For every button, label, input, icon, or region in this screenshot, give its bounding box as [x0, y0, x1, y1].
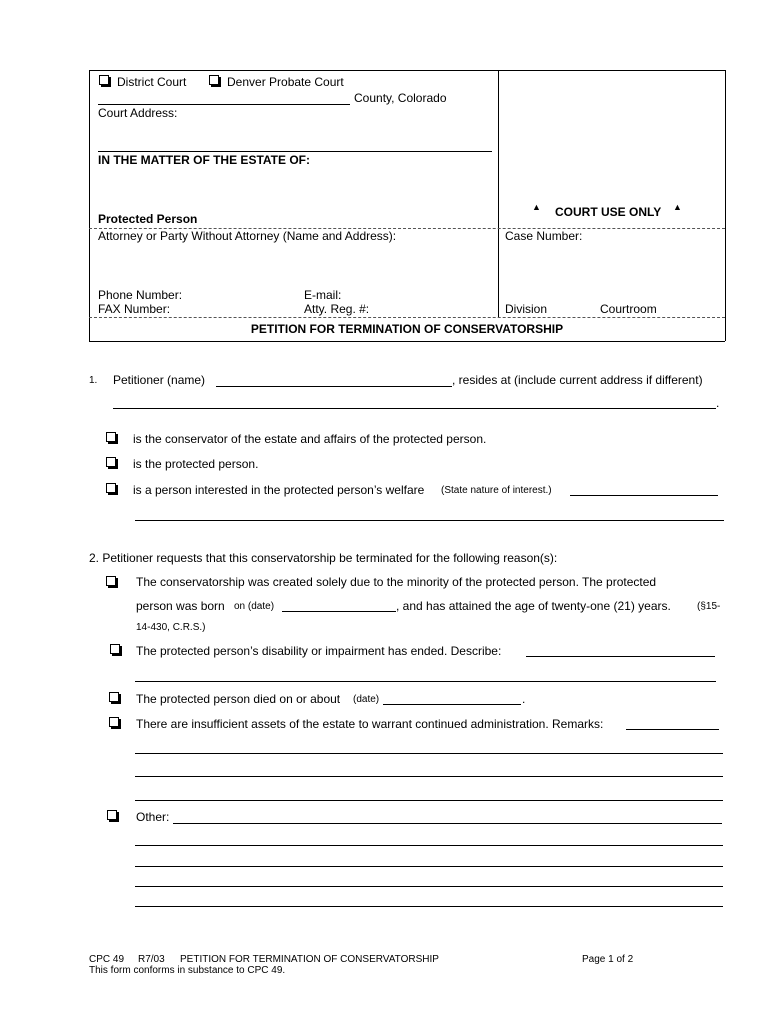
- minority-checkbox[interactable]: [106, 576, 116, 586]
- county-colorado-label: County, Colorado: [354, 91, 447, 105]
- minority-attained-label: , and has attained the age of twenty-one (21) years.: [396, 599, 671, 613]
- phone-number-label: Phone Number:: [98, 288, 183, 302]
- address-line[interactable]: [113, 408, 716, 409]
- footer-form-code: CPC 49: [89, 954, 125, 965]
- remarks-line-3[interactable]: [135, 776, 723, 777]
- interested-person-checkbox[interactable]: [106, 483, 116, 493]
- resides-at-label: , resides at (include current address if different): [452, 373, 703, 387]
- division-label: Division: [505, 302, 548, 316]
- protected-person-label: Protected Person: [98, 212, 198, 226]
- district-court-checkbox[interactable]: [99, 75, 109, 85]
- conservator-checkbox[interactable]: [106, 432, 116, 442]
- protected-person-checkbox[interactable]: [106, 457, 116, 467]
- other-line-2[interactable]: [135, 845, 723, 846]
- died-period: .: [522, 692, 526, 706]
- petitioner-name-label: Petitioner (name): [113, 373, 206, 387]
- birth-date-line[interactable]: [282, 611, 396, 612]
- minority-line-1: The conservatorship was created solely due to the minority of the protected person. The protected: [136, 575, 657, 589]
- insufficient-label: There are insufficient assets of the estate to warrant continued administration. Remarks:: [136, 717, 604, 731]
- died-label: The protected person died on or about: [136, 692, 341, 706]
- caption-divider: [498, 70, 499, 317]
- on-date-label: on (date): [234, 601, 275, 612]
- section-2-intro: 2. Petitioner requests that this conservatorship be terminated for the following reason(s):: [89, 551, 558, 565]
- email-label: E-mail:: [304, 288, 342, 302]
- footer-revision: R7/03: [138, 954, 165, 965]
- remarks-line-2[interactable]: [135, 753, 723, 754]
- conservator-option-label: is the conservator of the estate and affairs of the protected person.: [133, 432, 487, 446]
- interested-person-option-label: is a person interested in the protected person’s welfare: [133, 483, 425, 497]
- denver-probate-label: Denver Probate Court: [227, 75, 344, 89]
- disability-describe-line-2[interactable]: [135, 681, 716, 682]
- form-title: PETITION FOR TERMINATION OF CONSERVATORSHIP: [250, 322, 564, 336]
- other-checkbox[interactable]: [107, 810, 117, 820]
- caption-top-border: [89, 70, 725, 71]
- section-1-number: 1.: [89, 375, 98, 386]
- district-court-label: District Court: [117, 75, 187, 89]
- triangle-up-icon: ▲: [673, 202, 682, 212]
- disability-describe-line[interactable]: [526, 656, 715, 657]
- state-nature-label: (State nature of interest.): [441, 485, 552, 496]
- courtroom-label: Courtroom: [600, 302, 657, 316]
- atty-reg-label: Atty. Reg. #:: [304, 302, 370, 316]
- died-date-line[interactable]: [383, 704, 521, 705]
- case-number-label: Case Number:: [505, 229, 583, 243]
- disability-checkbox[interactable]: [110, 644, 120, 654]
- remarks-line-4[interactable]: [135, 800, 723, 801]
- caption-left-border: [89, 70, 90, 341]
- remarks-line[interactable]: [626, 729, 719, 730]
- statute-label-2: 14-430, C.R.S.): [136, 622, 206, 633]
- disability-label: The protected person’s disability or impairment has ended. Describe:: [136, 644, 502, 658]
- caption-bottom-border: [89, 341, 725, 342]
- triangle-up-icon: ▲: [532, 202, 541, 212]
- other-line-5[interactable]: [135, 906, 723, 907]
- county-name-line[interactable]: [98, 104, 350, 105]
- minority-born-label: person was born: [136, 599, 225, 613]
- petitioner-name-line[interactable]: [216, 386, 452, 387]
- nature-of-interest-line-2[interactable]: [135, 520, 724, 521]
- court-address-label: Court Address:: [98, 106, 178, 120]
- footer-title: PETITION FOR TERMINATION OF CONSERVATORSHIP: [180, 954, 439, 965]
- statute-label-1: (§15-: [697, 601, 721, 612]
- protected-person-option-label: is the protected person.: [133, 457, 259, 471]
- footer-page-number: Page 1 of 2: [582, 954, 634, 965]
- insufficient-checkbox[interactable]: [109, 717, 119, 727]
- footer-conforms: This form conforms in substance to CPC 49.: [89, 965, 286, 976]
- died-date-label: (date): [353, 694, 380, 705]
- fax-number-label: FAX Number:: [98, 302, 171, 316]
- caption-right-border: [725, 70, 726, 341]
- denver-probate-checkbox[interactable]: [209, 75, 219, 85]
- nature-of-interest-line[interactable]: [570, 495, 718, 496]
- other-line-4[interactable]: [135, 886, 723, 887]
- court-address-line[interactable]: [98, 151, 492, 152]
- caption-row-divider-2: [89, 317, 725, 318]
- attorney-label: Attorney or Party Without Attorney (Name and Address):: [98, 229, 397, 243]
- address-period: .: [716, 396, 720, 410]
- other-label: Other:: [136, 810, 170, 824]
- in-the-matter-heading: IN THE MATTER OF THE ESTATE OF:: [98, 153, 310, 167]
- other-line[interactable]: [173, 823, 722, 824]
- other-line-3[interactable]: [135, 866, 723, 867]
- died-checkbox[interactable]: [109, 692, 119, 702]
- court-use-only-label: COURT USE ONLY: [555, 205, 662, 219]
